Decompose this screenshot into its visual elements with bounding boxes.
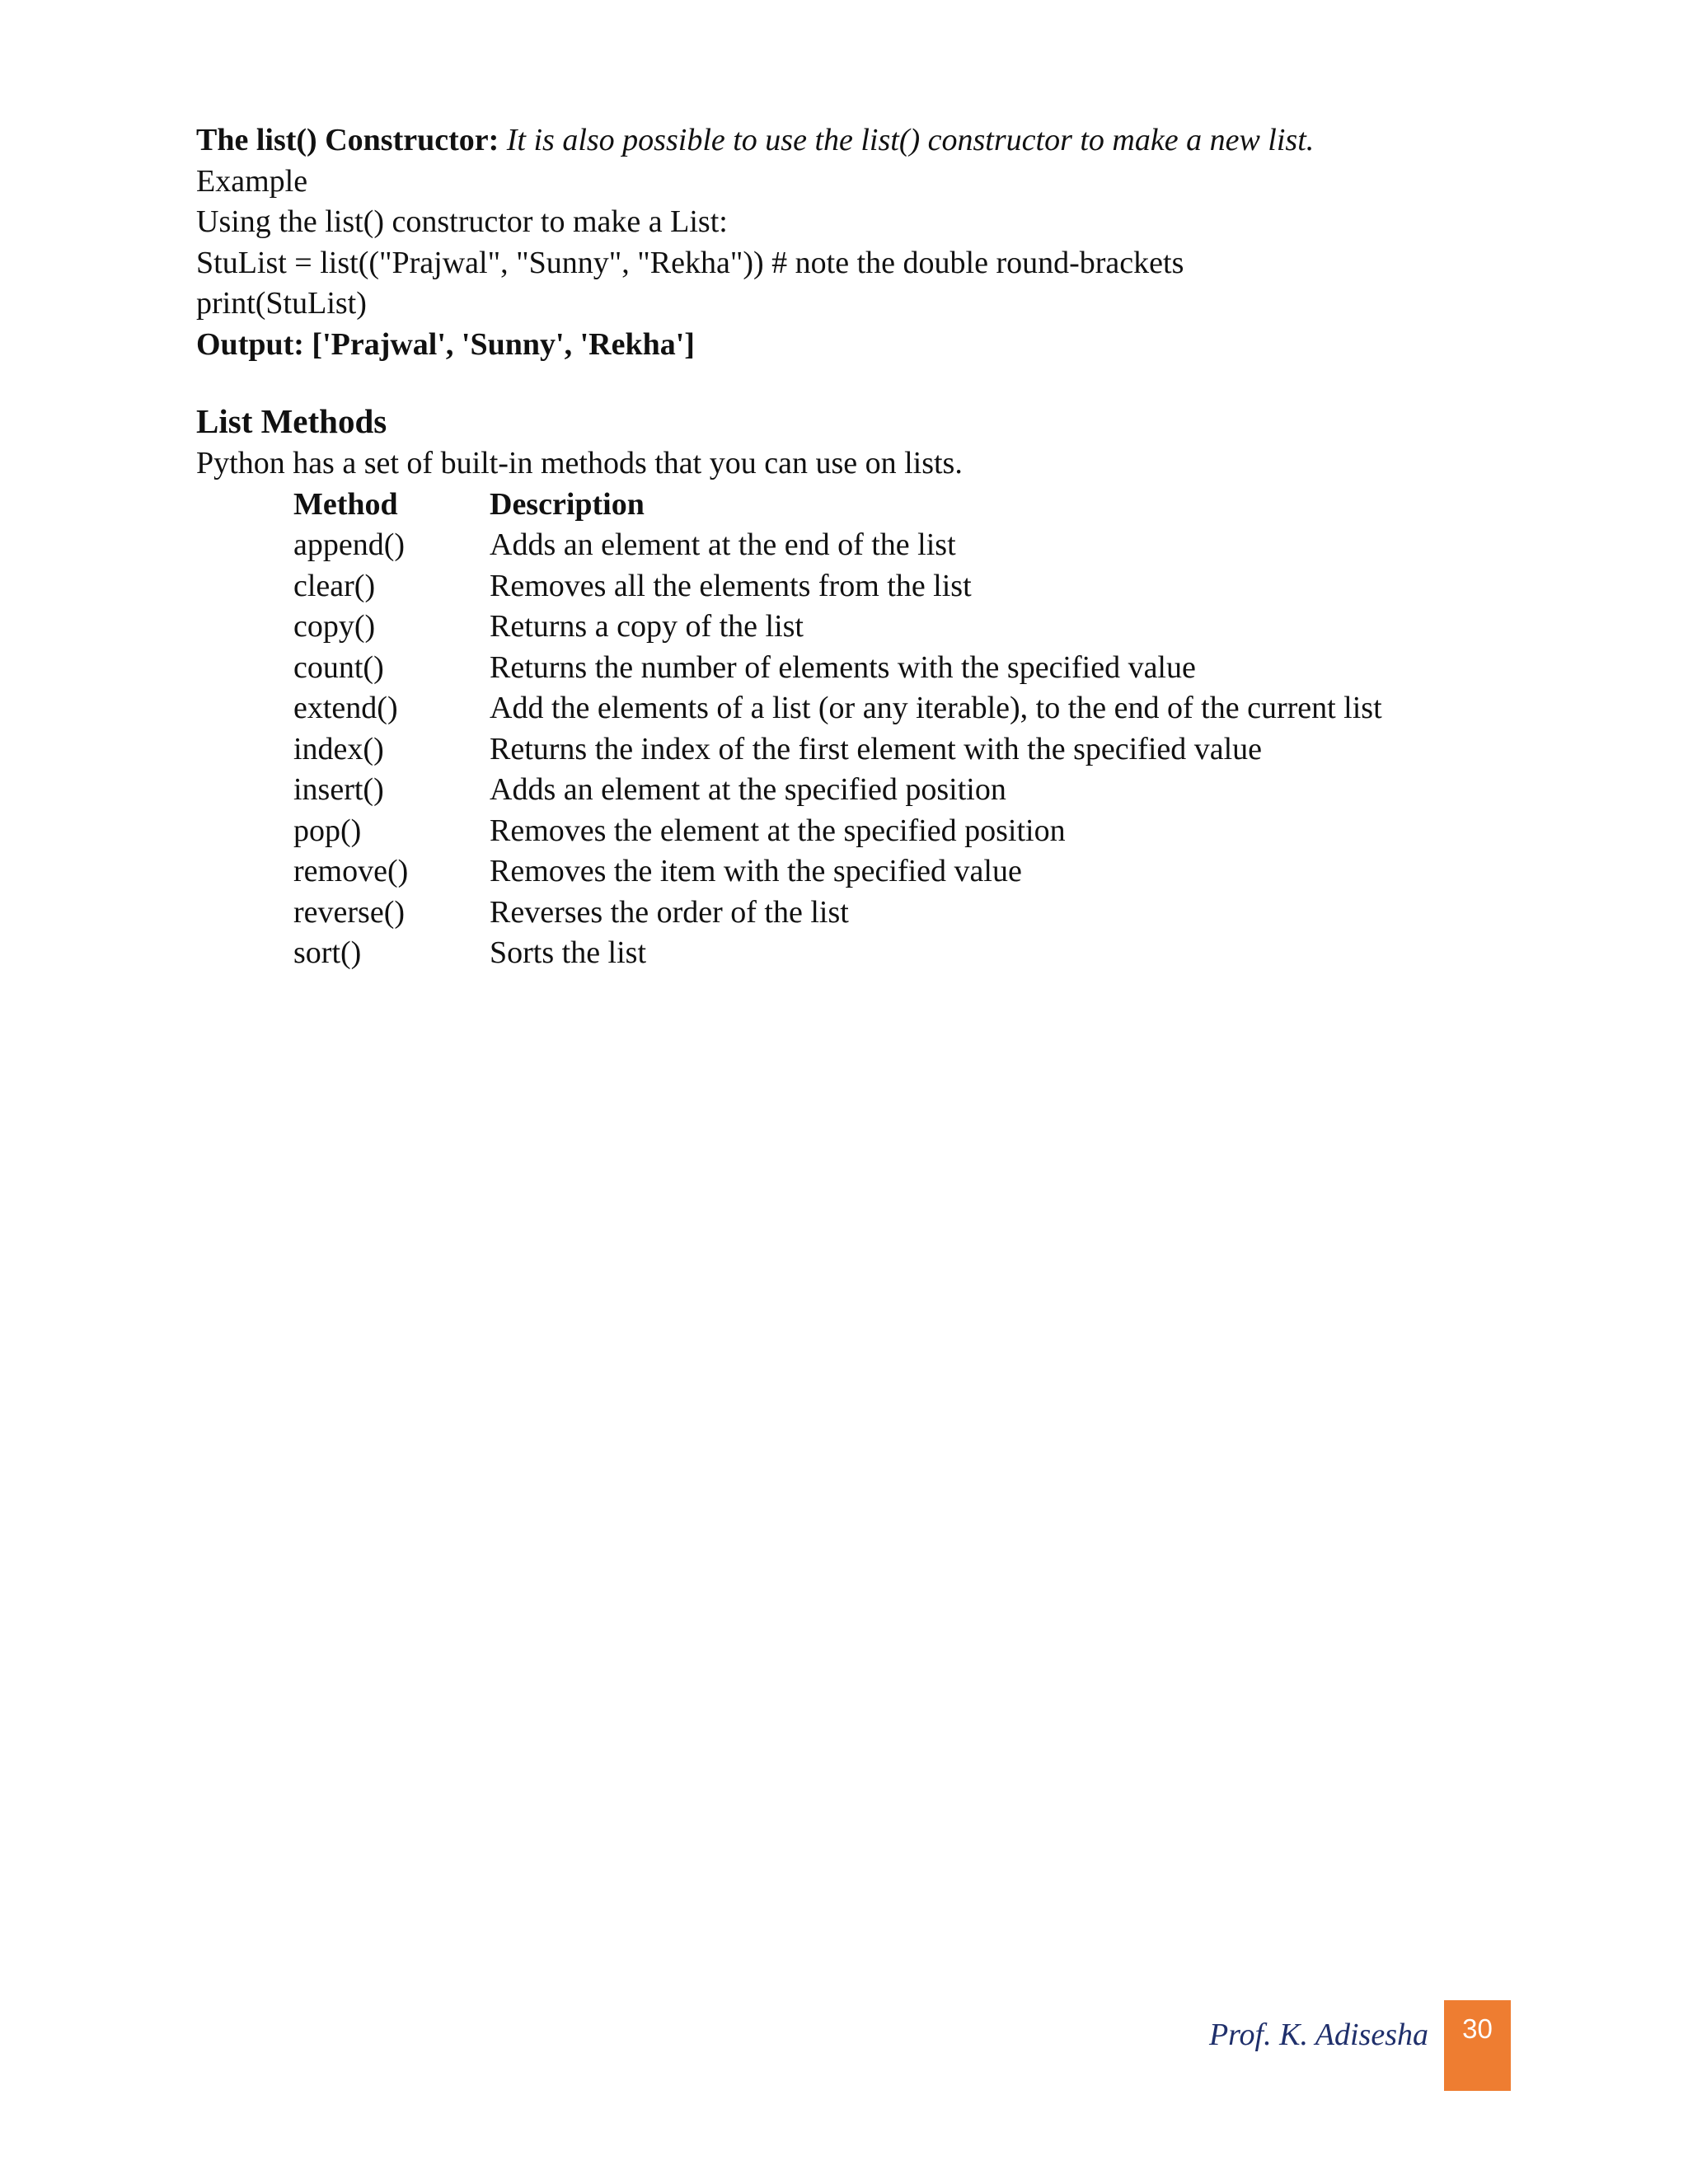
method-name: clear() [293,568,376,603]
constructor-description: It is also possible to use the list() constructor to make a new list. [506,123,1315,157]
table-row [293,893,1382,934]
table-row [293,566,1382,607]
method-column-header: Method [293,486,398,522]
list-methods-heading: List Methods [196,402,387,440]
table-row [293,607,1382,648]
table-row [293,851,1382,893]
code-line: StuList = list(("Prajwal", "Sunny", "Rekha")) # note the double round-brackets [196,245,1184,280]
constructor-heading: The list() Constructor: [196,123,499,157]
method-name: insert() [293,772,384,807]
method-description: Reverses the order of the list [490,894,849,930]
method-name: sort() [293,935,362,970]
method-name: copy() [293,609,376,644]
description-column-header: Description [490,486,645,522]
method-name: append() [293,527,406,562]
method-description: Returns the number of elements with the specified value [490,649,1196,685]
page-footer [0,2000,1688,2091]
page-number: 30 [1462,2013,1493,2044]
table-header-row [293,485,1382,526]
example-label: Example [196,163,308,199]
method-description: Removes the item with the specified value [490,854,1022,888]
page-number-badge [1444,2000,1511,2091]
method-description: Sorts the list [490,935,647,970]
method-name: reverse() [293,894,406,930]
method-description: Add the elements of a list (or any iterable), to the end of the current list [490,691,1382,725]
method-name: remove() [293,854,409,888]
method-name: pop() [293,813,362,848]
method-description: Adds an element at the specified position [490,772,1006,807]
list-methods-intro: Python has a set of built-in methods that you can use on lists. [196,446,963,480]
methods-table-body [293,525,1382,974]
table-row [293,688,1382,729]
output-line: Output: ['Prajwal', 'Sunny', 'Rekha'] [196,326,695,362]
method-description: Returns the index of the first element with the specified value [490,731,1263,766]
table-row [293,729,1382,771]
methods-table [293,485,1382,974]
method-description: Adds an element at the end of the list [490,527,956,562]
method-description: Removes all the elements from the list [490,568,972,603]
table-row [293,933,1382,974]
method-name: count() [293,649,384,685]
method-description: Removes the element at the specified position [490,813,1066,848]
author-name: Prof. K. Adisesha [1208,2018,1428,2052]
table-row [293,770,1382,811]
table-row [293,811,1382,852]
method-name: index() [293,731,384,766]
table-row [293,648,1382,689]
code-line: print(StuList) [196,286,367,321]
constructor-heading-line [196,120,1482,162]
page-content [196,120,1482,974]
example-description: Using the list() constructor to make a List: [196,204,728,239]
table-row [293,525,1382,566]
method-name: extend() [293,691,398,725]
method-description: Returns a copy of the list [490,609,804,644]
